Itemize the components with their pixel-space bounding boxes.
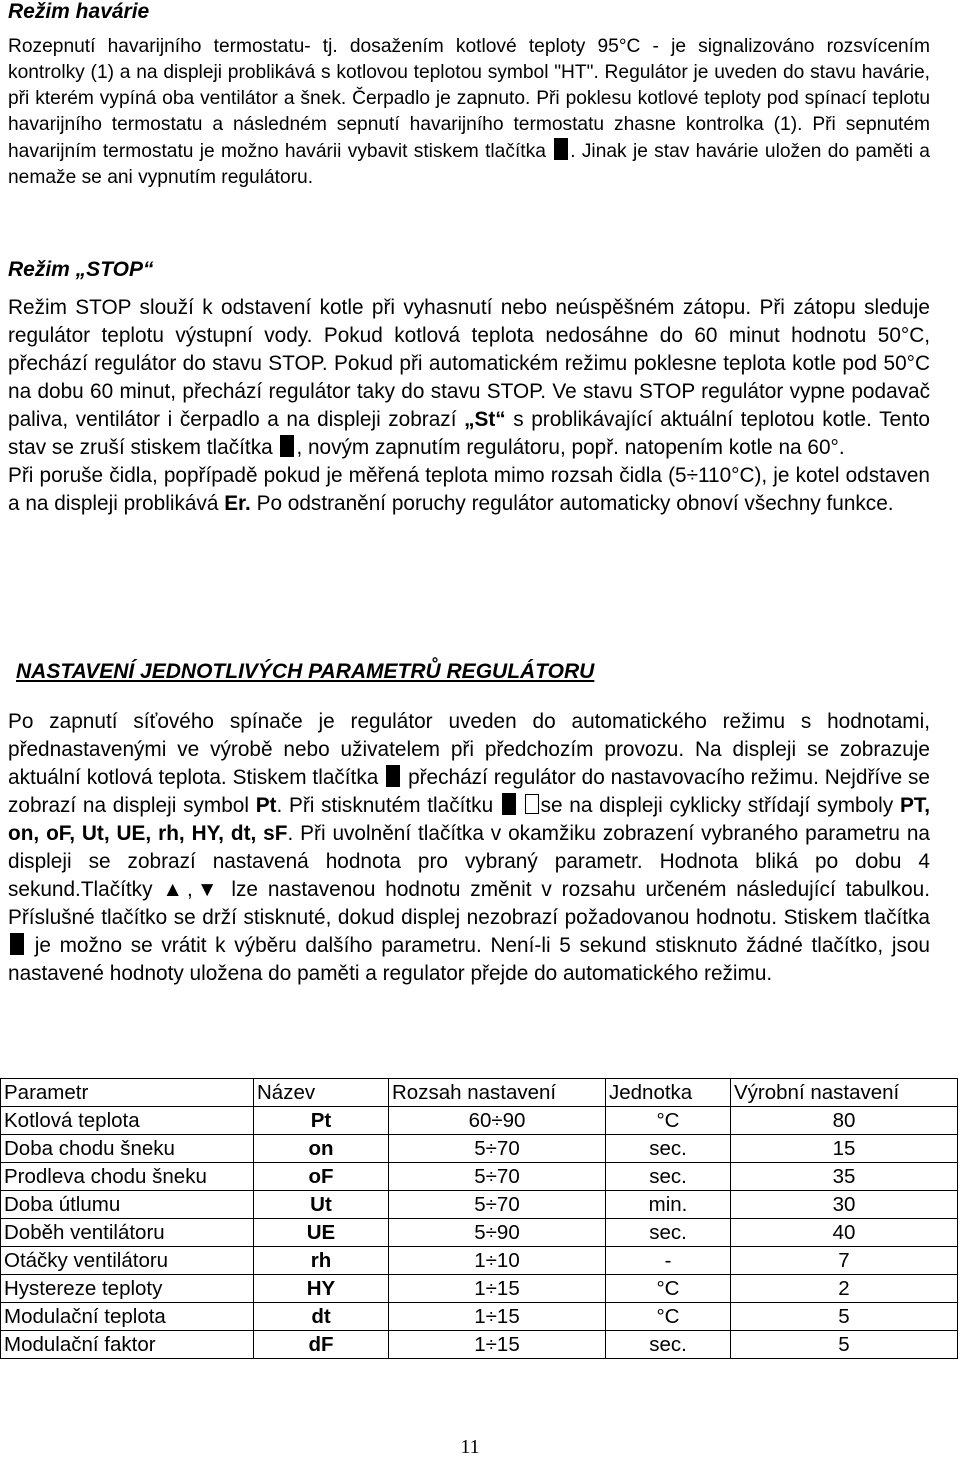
nastaveni-text-4: se na displeji cyklicky střídají symboly [540,794,900,817]
param-unit: sec. [606,1331,731,1359]
param-name: Doba chodu šneku [1,1135,254,1163]
param-name: Modulační faktor [1,1331,254,1359]
param-range: 1÷15 [389,1331,606,1359]
param-default: 5 [731,1331,958,1359]
param-unit: °C [606,1303,731,1331]
param-unit: sec. [606,1219,731,1247]
button-icon [10,933,24,955]
param-symbol: on [254,1135,389,1163]
param-default: 15 [731,1135,958,1163]
param-name: Prodleva chodu šneku [1,1163,254,1191]
arrow-buttons: ▲,▼ [162,878,222,901]
table-row [1,1135,958,1163]
er-symbol: Er. [224,492,251,515]
stop-text-2: s problikávající aktuální teplotou kotle. Tento stav se zruší stiskem tlačítka [8,408,930,459]
parameter-table [0,1078,958,1359]
nastaveni-section [8,660,930,988]
stop-text-3: , novým zapnutím regulátoru, popř. natopením kotle na 60°. [296,436,845,459]
param-range: 5÷70 [389,1191,606,1219]
param-default: 2 [731,1275,958,1303]
param-name: Otáčky ventilátoru [1,1247,254,1275]
table-row [1,1275,958,1303]
st-symbol: „St“ [464,408,506,431]
param-name: Modulační teplota [1,1303,254,1331]
param-name: Hystereze teploty [1,1275,254,1303]
param-unit: °C [606,1275,731,1303]
error-text-2: Po odstranění poruchy regulátor automaticky obnoví všechny funkce. [250,492,894,515]
param-symbol: UE [254,1219,389,1247]
param-unit: min. [606,1191,731,1219]
button-icon [554,138,568,160]
table-row [1,1191,958,1219]
table-row [1,1331,958,1359]
param-symbol: HY [254,1275,389,1303]
param-symbol: Pt [254,1107,389,1135]
param-range: 1÷15 [389,1303,606,1331]
table-row [1,1107,958,1135]
header-cell: Parametr [1,1079,254,1107]
nastaveni-text-5: . Při uvolnění tlačítka v okamžiku zobrazení vybraného parametru na displeji se zobrazí nastavená hodnota pro vybraný parametr. Hodnota bliká po dobu 4 sekund.Tlačítky [8,822,930,901]
param-symbol: dF [254,1331,389,1359]
button-icon [386,765,400,787]
nastaveni-paragraph [8,708,930,988]
stop-paragraph [8,294,930,462]
table-row [1,1247,958,1275]
havarie-section [8,0,930,191]
param-range: 5÷70 [389,1135,606,1163]
param-symbol: dt [254,1303,389,1331]
havarie-paragraph [8,34,930,191]
havarie-text-1: Rozepnutí havarijního termostatu- tj. dosažením kotlové teploty 95°C - je signalizováno rozsvícením kontrolky (1) a na displeji problikává s kotlovou teplotou symbol "HT". Regulátor je uveden do stavu havárie, při kterém vypíná oba ventilátor a šnek. Čerpadlo je zapnuto. Při poklesu kotlové teploty pod spínací teplotu havarijního termostatu a následném sepnutí havarijního termostatu zhasne kontrolka (1). Při sepnutém havarijním termostatu je možno havárii vybavit stiskem tlačítka [8,36,930,162]
param-unit: °C [606,1107,731,1135]
page-number: 11 [460,1436,480,1458]
param-range: 5÷70 [389,1163,606,1191]
param-range: 5÷90 [389,1219,606,1247]
nastaveni-text-6: lze nastavenou hodnotu změnit v rozsahu určeném následující tabulkou. Příslušné tlačítko se drží stisknuté, dokud displej nezobrazí požadovanou hodnotu. Stiskem tlačítka [8,878,930,929]
error-paragraph [8,462,930,518]
param-range: 1÷15 [389,1275,606,1303]
param-name: Doba útlumu [1,1191,254,1219]
error-text-1: Při poruše čidla, popřípadě pokud je měřená teplota mimo rozsah čidla (5÷110°C), je kotel odstaven a na displeji problikává [8,464,930,515]
header-cell: Rozsah nastavení [389,1079,606,1107]
nastaveni-text-7: je možno se vrátit k výběru dalšího parametru. Není-li 5 sekund stisknuto žádné tlačítko, jsou nastavené hodnoty uložena do paměti a regulator přejde do automatického režimu. [8,934,930,985]
param-symbol: rh [254,1247,389,1275]
param-unit: - [606,1247,731,1275]
havarie-text-2: . Jinak je stav havárie uložen do paměti a nemaže se ani vypnutím regulátoru. [8,141,930,188]
param-default: 35 [731,1163,958,1191]
stop-text-1: Režim STOP slouží k odstavení kotle při vyhasnutí nebo neúspěšném zátopu. Při zátopu sleduje regulátor teplotu výstupní vody. Pokud kotlová teplota nedosáhne do 60 minut hodnotu 50°C, přechází regulátor do stavu STOP. Pokud při automatickém režimu poklesne teplota kotle pod 50°C na dobu 60 minut, přechází regulátor taky do stavu STOP. Ve stavu STOP regulátor vypne podavač paliva, ventilátor i čerpadlo a na displeji zobrazí [8,296,930,431]
param-default: 40 [731,1219,958,1247]
header-cell: Výrobní nastavení [731,1079,958,1107]
symbols-list: PT, on, oF, Ut, UE, rh, HY, dt, sF [8,794,930,845]
param-unit: sec. [606,1163,731,1191]
stop-heading: Režim „STOP“ [8,258,154,281]
param-symbol: oF [254,1163,389,1191]
nastaveni-heading: NASTAVENÍ JEDNOTLIVÝCH PARAMETRŮ REGULÁTORU [16,660,595,683]
param-name: Kotlová teplota [1,1107,254,1135]
nastaveni-text-2: přechází regulátor do nastavovacího režimu. Nejdříve se zobrazí na displeji symbol [8,766,931,817]
param-default: 80 [731,1107,958,1135]
nastaveni-text-1: Po zapnutí síťového spínače je regulátor uveden do automatického režimu s hodnotami, přednastavenými ve výrobě nebo uživatelem při předchozím provozu. Na displeji se zobrazuje aktuální kotlová teplota. Stiskem tlačítka [8,710,930,789]
table-row [1,1163,958,1191]
header-cell: Název [254,1079,389,1107]
table-row [1,1303,958,1331]
param-symbol: Ut [254,1191,389,1219]
param-default: 5 [731,1303,958,1331]
param-unit: sec. [606,1135,731,1163]
button-icon [280,435,294,457]
param-default: 7 [731,1247,958,1275]
pt-symbol: Pt [255,794,277,817]
table-row [1,1219,958,1247]
table-header-row [1,1079,958,1107]
stop-section [8,258,930,518]
param-range: 60÷90 [389,1107,606,1135]
header-cell: Jednotka [606,1079,731,1107]
param-default: 30 [731,1191,958,1219]
havarie-heading: Režim havárie [8,0,150,23]
button-icon [502,793,516,815]
missing-glyph-box [525,794,539,814]
nastaveni-text-3: . Při stisknutém tlačítku [276,794,500,817]
param-name: Doběh ventilátoru [1,1219,254,1247]
param-range: 1÷10 [389,1247,606,1275]
